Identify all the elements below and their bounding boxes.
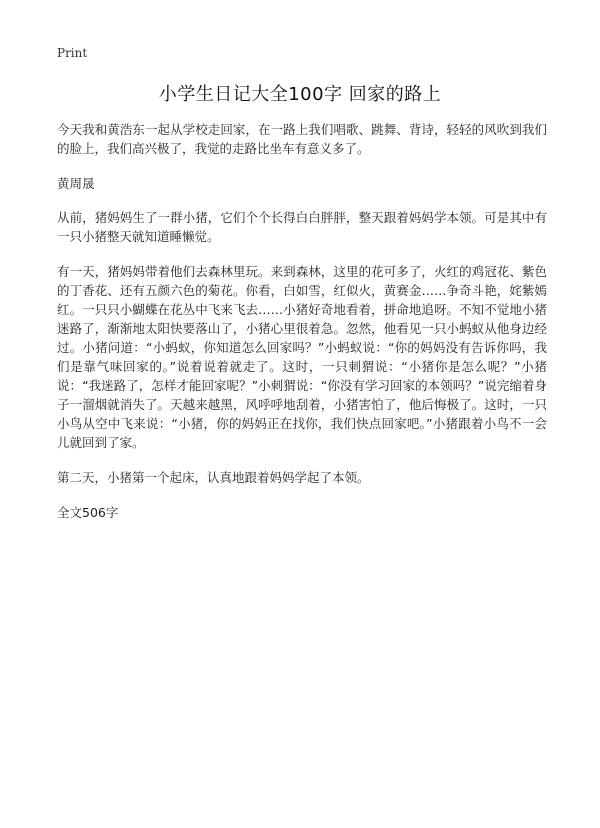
page-title: 小学生日记大全100字 回家的路上 [158,84,442,105]
author-name: 黄周晟 [57,176,95,191]
story-paragraph-1: 从前，猪妈妈生了一群小猪，它们个个长得白白胖胖，整天跟着妈妈学本领。可是其中有一只小猪整天就知道睡懒觉。 [57,210,547,244]
article-body [57,120,547,522]
print-link[interactable]: Print [57,46,88,60]
story-paragraph-3: 第二天，小猪第一个起床，认真地跟着妈妈学起了本领。 [57,470,370,485]
word-count: 全文506字 [57,505,119,520]
intro-paragraph: 今天我和黄浩东一起从学校走回家，在一路上我们唱歌、跳舞、背诗，轻轻的风吹到我们的脸上，我们高兴极了，我觉的走路比坐车有意义多了。 [57,122,547,156]
story-paragraph-2: 有一天，猪妈妈带着他们去森林里玩。来到森林，这里的花可多了，火红的鸡冠花、紫色的丁香花、还有五颜六色的菊花。你看，白如雪，红似火，黄赛金……争奇斗艳，姹紫嫣红。一只只小蝴蝶在花丛中飞来飞去……小猪好奇地看着，拼命地追呀。不知不觉地小猪迷路了，渐渐地太阳快要落山了，小猪心里很着急。忽然，他看见一只小蚂蚁从他身边经过。小猪问道：“小蚂蚁，你知道怎么回家吗？”小蚂蚁说：“你的妈妈没有告诉你吗，我们是靠气味回家的。”说着说着就走了。这时，一只刺猬说：“小猪你是怎么呢？”小猪说：“我迷路了，怎样才能回家呢？”小刺猬说：“你没有学习回家的本领吗？”说完缩着身子一溜烟就消失了。天越来越黑，风呼呼地刮着，小猪害怕了，他后悔极了。这时，一只小鸟从空中飞来说：“小猪，你的妈妈正在找你，我们快点回家吧。”小猪跟着小鸟不一会儿就回到了家。 [57,264,547,450]
